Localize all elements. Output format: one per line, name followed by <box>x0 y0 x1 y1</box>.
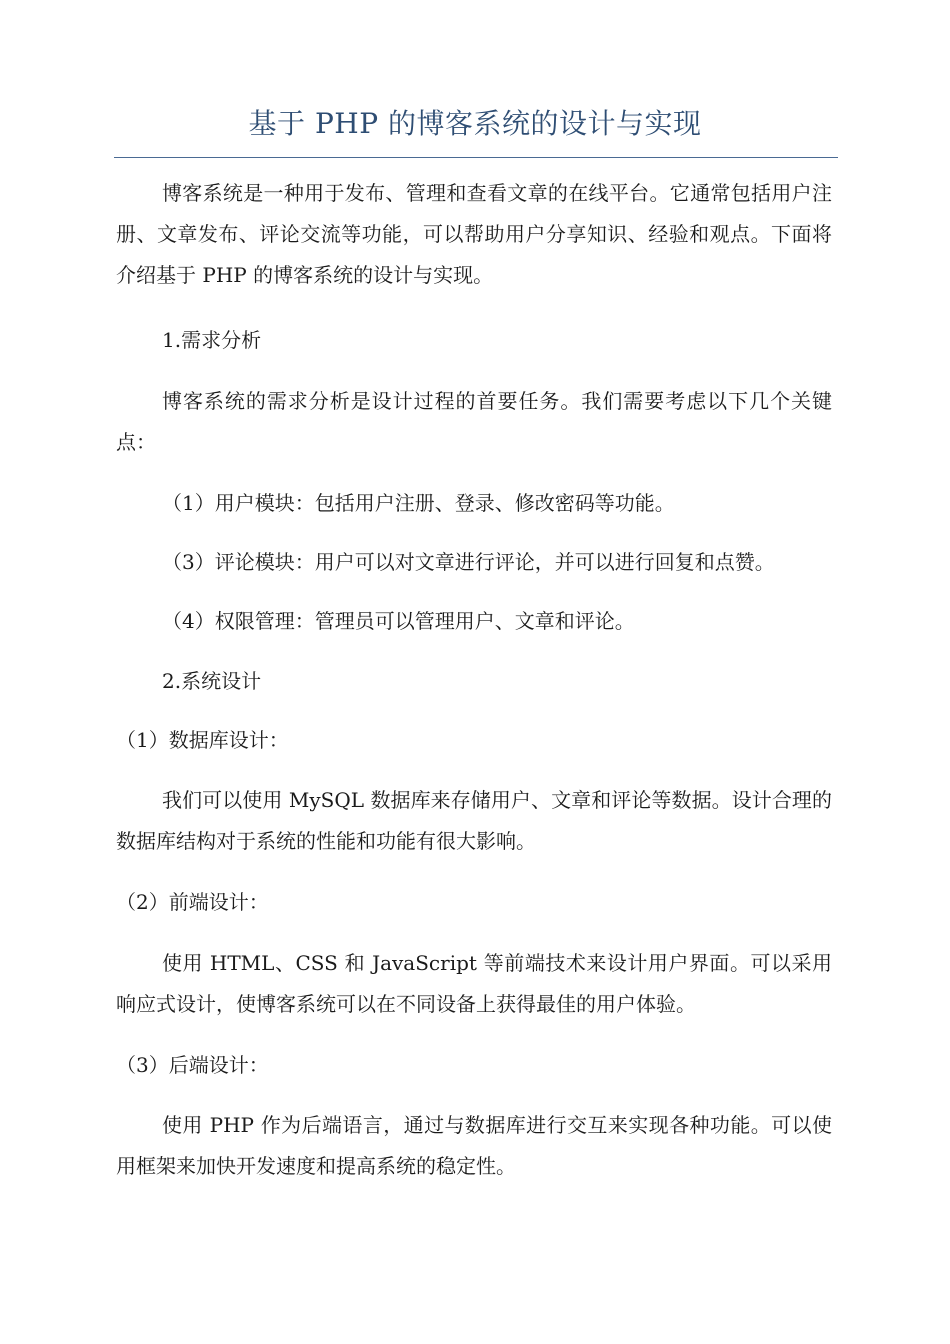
requirement-item: （4）权限管理：管理员可以管理用户、文章和评论。 <box>162 609 635 633</box>
intro-paragraph: 博客系统是一种用于发布、管理和查看文章的在线平台。它通常包括用户注册、文章发布、评论交流等功能，可以帮助用户分享知识、经验和观点。下面将介绍基于 PHP 的博客系统的设计与实现。 <box>116 181 832 287</box>
requirement-item: （3）评论模块：用户可以对文章进行评论，并可以进行回复和点赞。 <box>162 550 775 574</box>
section-heading-requirements: 1.需求分析 <box>162 328 262 352</box>
subheading-database: （1）数据库设计： <box>116 728 289 752</box>
frontend-paragraph: 使用 HTML、CSS 和 JavaScript 等前端技术来设计用户界面。可以采用响应式设计，使博客系统可以在不同设备上获得最佳的用户体验。 <box>116 951 832 1016</box>
backend-paragraph: 使用 PHP 作为后端语言，通过与数据库进行交互来实现各种功能。可以使用框架来加快开发速度和提高系统的稳定性。 <box>116 1113 832 1178</box>
title-underline <box>114 157 838 158</box>
requirements-paragraph: 博客系统的需求分析是设计过程的首要任务。我们需要考虑以下几个关键点： <box>116 389 832 454</box>
section-heading-system-design: 2.系统设计 <box>162 669 262 693</box>
subheading-frontend: （2）前端设计： <box>116 890 269 914</box>
requirement-item: （1）用户模块：包括用户注册、登录、修改密码等功能。 <box>162 491 675 515</box>
document-title: 基于 PHP 的博客系统的设计与实现 <box>248 107 702 140</box>
subheading-backend: （3）后端设计： <box>116 1053 269 1077</box>
database-paragraph: 我们可以使用 MySQL 数据库来存储用户、文章和评论等数据。设计合理的数据库结构对于系统的性能和功能有很大影响。 <box>116 788 832 853</box>
